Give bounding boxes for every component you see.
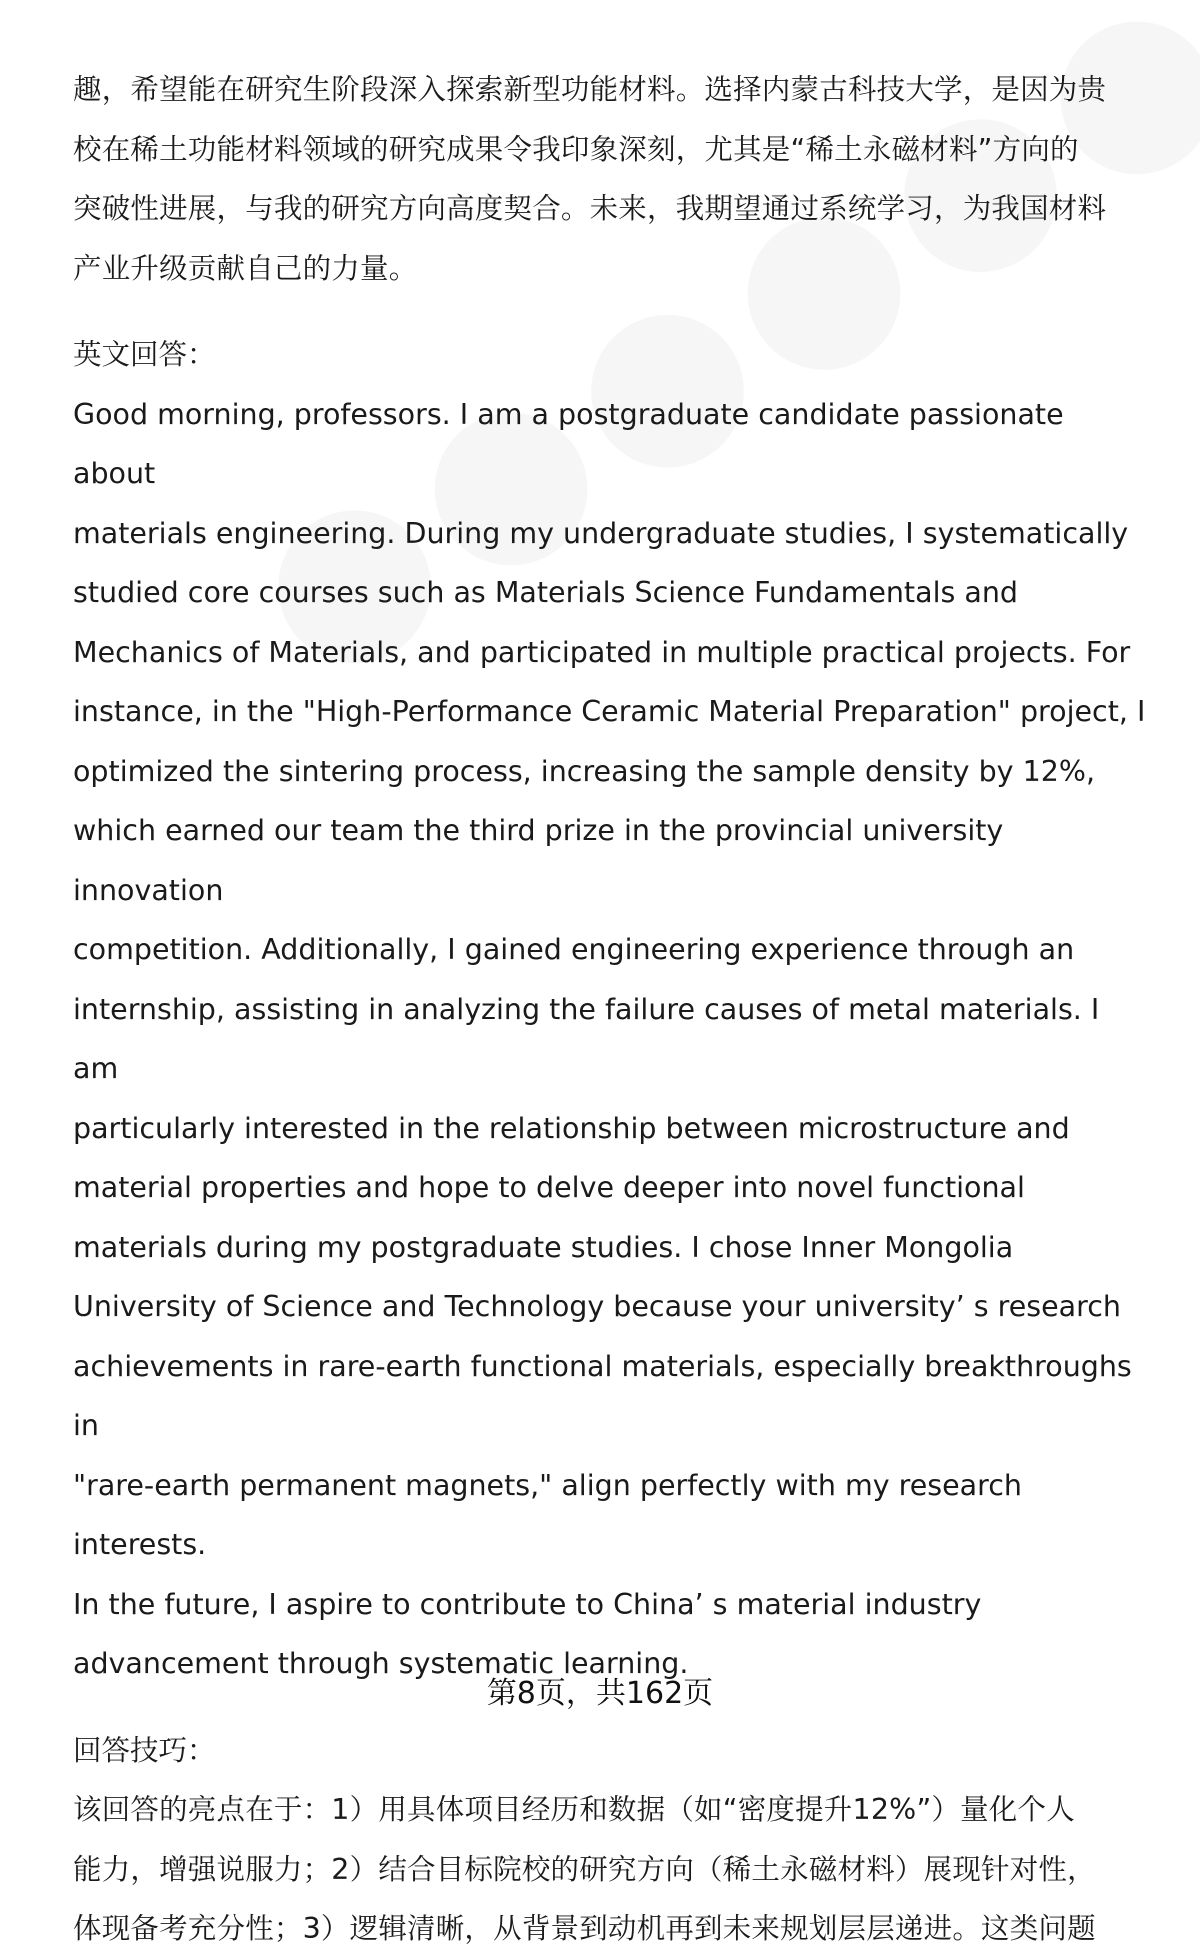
text-line: 突破性进展，与我的研究方向高度契合。未来，我期望通过系统学习，为我国材料 [73,192,1107,225]
text-line: 能力，增强说服力；2）结合目标院校的研究方向（稀土永磁材料）展现针对性， [73,1852,1096,1886]
text-line: instance, in the "High-Performance Ceramic Material Preparation" project, I [73,695,1146,728]
text-line: internship, assisting in analyzing the failure causes of metal materials. I am [73,992,1100,1085]
page-number-footer: 第8页，共162页 [486,1676,714,1711]
english-answer-heading: 英文回答： [73,338,216,371]
text-line: 趣，希望能在研究生阶段深入探索新型功能材料。选择内蒙古科技大学，是因为贵 [73,73,1107,106]
text-line: Good morning, professors. I am a postgraduate candidate passionate about [73,397,1064,490]
text-line: materials during my postgraduate studies. I chose Inner Mongolia [73,1230,1014,1264]
text-line: particularly interested in the relationship between microstructure and [73,1111,1070,1145]
text-line: advancement through systematic learning. [73,1647,689,1680]
answer-tips-paragraph [73,1780,1153,1959]
text-line: materials engineering. During my undergraduate studies, I systematically [73,516,1129,550]
text-line: In the future, I aspire to contribute to China’ s material industry [73,1587,982,1621]
text-line: 产业升级贡献自己的力量。 [73,251,418,285]
text-line: optimized the sintering process, increasing the sample density by 12%, [73,754,1096,788]
text-line: "rare-earth permanent magnets," align perfectly with my research interests. [73,1468,1022,1561]
text-line: competition. Additionally, I gained engineering experience through an [73,933,1075,966]
text-line: 校在稀土功能材料领域的研究成果令我印象深刻，尤其是“稀土永磁材料”方向的 [73,132,1079,166]
english-answer-paragraph [73,385,1153,1694]
intro-cn-paragraph [73,60,1153,298]
text-line: Mechanics of Materials, and participated in multiple practical projects. For [73,635,1131,669]
text-line: which earned our team the third prize in the provincial university innovation [73,814,1004,907]
text-line: studied core courses such as Materials Science Fundamentals and [73,576,1019,609]
answer-tips-heading: 回答技巧： [73,1733,216,1767]
text-line: material properties and hope to delve deeper into novel functional [73,1171,1025,1204]
text-line: University of Science and Technology because your university’ s research [73,1290,1121,1323]
text-line: 该回答的亮点在于：1）用具体项目经历和数据（如“密度提升12%”）量化个人 [73,1793,1075,1826]
text-line: 体现备考充分性；3）逻辑清晰，从背景到动机再到未来规划层层递进。这类问题 [73,1912,1096,1945]
text-line: achievements in rare-earth functional materials, especially breakthroughs in [73,1349,1132,1442]
